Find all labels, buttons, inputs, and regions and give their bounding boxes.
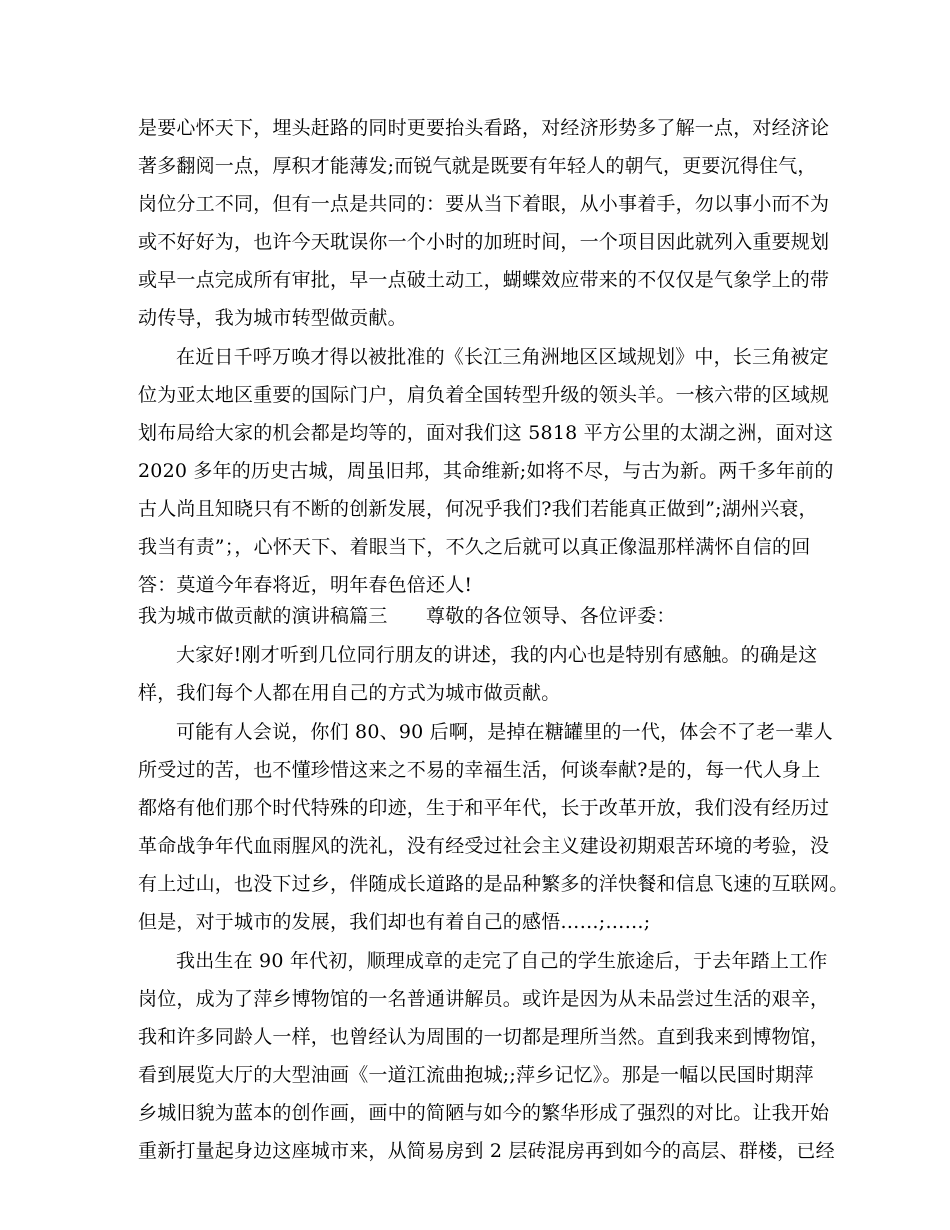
section-heading: 我为城市做贡献的演讲稿篇三 尊敬的各位领导、各位评委： [138,605,676,627]
text-line: 但是，对于城市的发展，我们却也有着自己的感悟……;……; [138,911,651,933]
text-line: 答：莫道今年春将近，明年春色倍还人! [138,574,473,596]
text-line: 或不好好为，也许今天耽误你一个小时的加班时间，一个项目因此就列入重要规划 [138,231,830,253]
text-line: 位为亚太地区重要的国际门户，肩负着全国转型升级的领头羊。一核六带的区域规 [138,384,830,406]
text-line: 是要心怀天下，埋头赶路的同时更要抬头看路，对经济形势多了解一点，对经济论 [138,117,830,139]
text-line: 我当有责”；，心怀天下、着眼当下，不久之后就可以真正像温那样满怀自信的回 [138,536,811,558]
text-line: 可能有人会说，你们 80、90 后啊，是掉在糖罐里的一代，体会不了老一辈人 [176,721,833,743]
text-line: 古人尚且知晓只有不断的创新发展，何况乎我们?我们若能真正做到”;湖州兴衰， [138,498,818,520]
text-line: 看到展览大厅的大型油画《一道江流曲抱城;;萍乡记忆》。那是一幅以民国时期萍 [138,1064,814,1086]
text-line: 重新打量起身边这座城市来，从简易房到 2 层砖混房再到如今的高层、群楼，已经 [138,1140,835,1162]
text-line: 有上过山，也没下过乡，伴随成长道路的是品种繁多的洋快餐和信息飞速的互联网。 [138,873,849,895]
text-line: 都烙有他们那个时代特殊的印迹，生于和平年代，长于改革开放，我们没有经历过 [138,797,830,819]
text-line: 乡城旧貌为蓝本的创作画，画中的简陋与如今的繁华形成了强烈的对比。让我开始 [138,1102,830,1124]
text-line: 在近日千呼万唤才得以被批准的《长江三角洲地区区域规划》中，长三角被定 [176,346,829,368]
text-line: 所受过的苦，也不懂珍惜这来之不易的幸福生活，何谈奉献?是的，每一代人身上 [138,759,821,781]
text-line: 著多翻阅一点，厚积才能薄发;而锐气就是既要有年轻人的朝气，更要沉得住气， [138,155,817,177]
text-line: 大家好!刚才听到几位同行朋友的讲述，我的内心也是特别有感触。的确是这 [176,644,818,666]
text-line: 或早一点完成所有审批，早一点破土动工，蝴蝶效应带来的不仅仅是气象学上的带 [138,269,830,291]
text-line: 我出生在 90 年代初，顺理成章的走完了自己的学生旅途后，于去年踏上工作 [176,950,828,972]
text-line: 2020 多年的历史古城，周虽旧邦，其命维新;如将不尽，与古为新。两千多年前的 [138,460,834,482]
text-line: 动传导，我为城市转型做贡献。 [138,307,407,329]
text-line: 岗位，成为了萍乡博物馆的一名普通讲解员。或许是因为从未品尝过生活的艰辛， [138,988,830,1010]
text-line: 样，我们每个人都在用自己的方式为城市做贡献。 [138,682,561,704]
text-line: 我和许多同龄人一样，也曾经认为周围的一切都是理所当然。直到我来到博物馆， [138,1026,830,1048]
text-line: 革命战争年代血雨腥风的洗礼，没有经受过社会主义建设初期艰苦环境的考验，没 [138,835,830,857]
text-line: 划布局给大家的机会都是均等的，面对我们这 5818 平方公里的太湖之洲，面对这 [138,422,834,444]
text-line: 岗位分工不同，但有一点是共同的：要从当下着眼，从小事着手，勿以事小而不为 [138,193,830,215]
